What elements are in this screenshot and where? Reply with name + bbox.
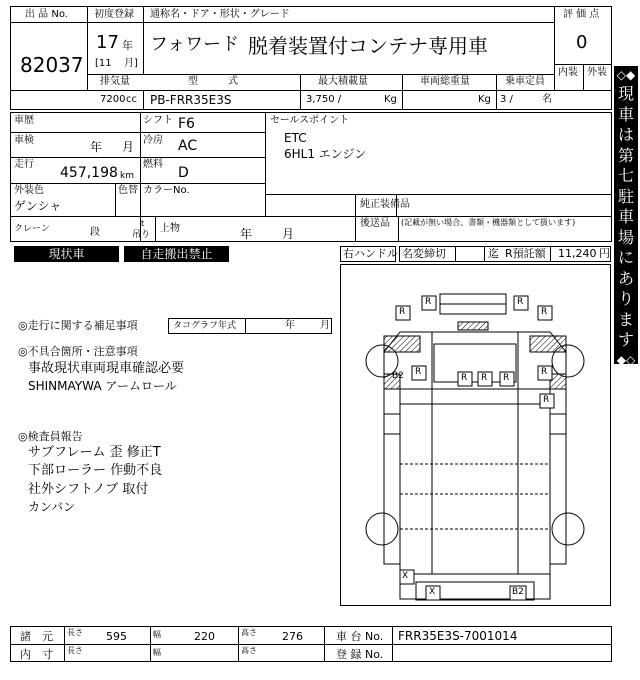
r-unit: 円: [599, 247, 610, 260]
inspection-month-unit: 月: [122, 140, 135, 154]
dims-label: 諸 元: [20, 630, 53, 643]
banner-char: は: [617, 125, 634, 144]
damage-mark-b2: B2: [512, 587, 524, 597]
banner-char: 場: [617, 227, 634, 247]
lot-number: 82037: [20, 53, 84, 77]
capacity-unit: 名: [542, 94, 552, 105]
self-drive-banned-badge: 自走搬出禁止: [124, 246, 229, 262]
divider: [10, 90, 612, 91]
gross-weight-unit: Kg: [478, 94, 491, 105]
divider: [550, 246, 551, 262]
tachograph-label: タコグラフ年式: [173, 321, 237, 331]
damage-mark-r: R: [425, 297, 432, 307]
inspector-line-3: 社外シフトノブ 取付: [28, 482, 149, 497]
divider: [583, 64, 584, 90]
banner-char: 第: [617, 145, 634, 165]
inspector-label: ◎検査員報告: [18, 430, 83, 443]
tacho-year-unit: 年: [285, 320, 295, 331]
width-label: 幅: [153, 630, 161, 639]
divider: [10, 22, 87, 23]
truck-diagram: [340, 264, 611, 606]
chassis-label: 車 台 No.: [336, 630, 384, 643]
reg-year-label: 初度登録: [94, 9, 134, 20]
inspector-line-1: サブフレーム 歪 修正T: [28, 445, 161, 460]
lot-label: 出 品 No.: [25, 9, 68, 20]
banner-bottom-mark: ◆◇: [616, 352, 636, 367]
divider: [155, 216, 156, 242]
inspection-year-unit: 年: [90, 140, 103, 154]
banner-char: 車: [617, 104, 634, 124]
mileage-label: 走行: [14, 159, 34, 170]
divider: [355, 194, 356, 216]
divider: [143, 6, 144, 74]
damage-mark-b2: B2: [392, 371, 404, 381]
exterior-label: 外装: [587, 67, 607, 78]
banner-char: 駐: [617, 186, 634, 206]
divider: [238, 626, 239, 662]
divider: [10, 183, 265, 184]
banner-char: 七: [617, 166, 634, 185]
height-label: 高さ: [241, 628, 257, 637]
height-value: 276: [282, 630, 303, 643]
reg-year: 17: [96, 32, 119, 53]
model-code-label: 型 式: [188, 76, 238, 87]
banner-char: す: [617, 330, 634, 349]
length-value: 595: [106, 630, 127, 643]
divider: [324, 626, 325, 662]
r-amount: 11,240: [558, 247, 597, 260]
width-value: 220: [194, 630, 215, 643]
upper-month-unit: 月: [282, 227, 295, 241]
height-label: 高さ: [241, 646, 257, 655]
divider: [143, 90, 144, 110]
grade-value: 0: [576, 32, 588, 53]
length-label: 長さ: [67, 628, 83, 637]
sales-point-2: 6HL1 エンジン: [284, 147, 367, 161]
divider: [64, 626, 65, 662]
upper-label: 上物: [160, 223, 180, 234]
color-value: ゲンシャ: [14, 199, 62, 213]
tacho-month-unit: 月: [320, 320, 330, 331]
r-transfer-label: R預託額: [505, 247, 546, 260]
displacement-value: 7200: [100, 94, 126, 105]
damage-mark-x: X: [429, 587, 436, 597]
divider: [115, 183, 116, 216]
inspector-line-2: 下部ローラー 作動不良: [28, 463, 163, 478]
color-label: 外装色: [14, 185, 44, 196]
defect-line-1: 事故現状車両現車確認必要: [28, 361, 185, 376]
banner-top-mark: ◇◆: [616, 68, 636, 82]
crane-label: クレーン: [14, 224, 50, 234]
divider: [10, 157, 265, 158]
crane-stage-unit: 段: [90, 227, 100, 238]
divider: [392, 626, 393, 662]
reg-no-label: 登 録 No.: [336, 648, 384, 661]
max-load-unit: Kg: [384, 94, 397, 105]
capacity-value: 3 /: [500, 94, 513, 105]
aftermarket-label: 後送品: [360, 218, 390, 229]
divider: [455, 246, 456, 262]
damage-mark-r: R: [415, 367, 422, 377]
divider: [245, 318, 246, 334]
max-load-value: 3,750 /: [306, 94, 342, 105]
damage-mark-r: R: [541, 367, 548, 377]
model-body: 脱着装置付コンテナ専用車: [248, 34, 488, 58]
sales-point-1: ETC: [284, 131, 307, 145]
divider: [265, 112, 266, 216]
damage-mark-x: X: [402, 571, 409, 581]
interior-label: 内装: [558, 67, 578, 78]
banner-char: 車: [617, 207, 634, 226]
mileage-value: 457,198: [60, 165, 118, 181]
divider: [87, 22, 554, 23]
crane-hang-label: 吊り: [132, 230, 151, 240]
banner-text: [614, 84, 638, 351]
damage-mark-r: R: [399, 307, 406, 317]
history-label: 車歴: [14, 115, 34, 126]
running-notes-label: ◎走行に関する補足事項: [18, 319, 138, 332]
divider: [10, 644, 612, 645]
divider: [484, 246, 485, 262]
divider: [496, 74, 497, 110]
fuel-value: D: [178, 165, 189, 181]
gross-weight-label: 車両総重量: [420, 76, 470, 87]
standard-equip-label: 純正装備品: [360, 199, 410, 210]
divider: [87, 74, 554, 75]
model-name: フォワード: [150, 34, 240, 55]
chassis-value: FRR35E3S-7001014: [398, 629, 518, 643]
inspector-line-4: カンバン: [28, 500, 76, 514]
inspection-label: 車検: [14, 135, 34, 146]
model-code-value: PB-FRR35E3S: [150, 93, 232, 107]
current-vehicle-badge: 現状車: [14, 246, 119, 262]
color-code-label: カラーNo.: [143, 185, 190, 196]
divider: [265, 194, 612, 195]
damage-mark-r: R: [481, 373, 488, 383]
divider: [300, 74, 301, 110]
aircon-label: 冷房: [143, 135, 163, 146]
name-change-label: 名変締切: [402, 247, 446, 260]
width-label: 幅: [153, 648, 161, 657]
reg-month: [11: [95, 58, 112, 69]
grade-label: 評 価 点: [563, 9, 600, 20]
divider: [150, 626, 151, 662]
max-load-label: 最大積載量: [318, 76, 368, 87]
upper-year-unit: 年: [240, 227, 253, 241]
displacement-label: 排気量: [100, 76, 130, 87]
right-handle: 右ハンドル: [343, 247, 398, 260]
banner-char: ま: [617, 309, 634, 329]
damage-mark-r: R: [461, 373, 468, 383]
divider: [10, 132, 265, 133]
aircon-value: AC: [178, 138, 198, 154]
displacement-unit: cc: [126, 94, 137, 105]
divider: [10, 216, 612, 217]
banner-char: に: [617, 248, 634, 267]
divider: [402, 74, 403, 110]
divider: [87, 6, 88, 90]
until-label: 迄: [488, 247, 499, 260]
damage-mark-r: R: [541, 307, 548, 317]
banner-char: り: [617, 289, 634, 308]
damage-mark-r: R: [543, 395, 550, 405]
year-unit: 年: [122, 39, 133, 52]
damage-mark-r: R: [517, 297, 524, 307]
month-unit: 月]: [124, 58, 138, 69]
divider: [398, 216, 399, 242]
divider: [554, 6, 555, 90]
shift-value: F6: [178, 116, 195, 132]
defect-line-2: SHINMAYWA アームロール: [28, 379, 177, 393]
banner-char: 現: [617, 84, 634, 103]
model-desc-label: 通称名・ドア・形状・グレード: [150, 9, 290, 20]
shift-label: シフト: [143, 115, 173, 126]
defects-label: ◎不具合箇所・注意事項: [18, 345, 138, 358]
parking-notice-banner: [614, 66, 638, 367]
divider: [355, 216, 356, 242]
aftermarket-note: (記載が無い場合、書類・機器類として扱います): [401, 218, 576, 227]
color-change-label: 色替: [118, 185, 138, 196]
sales-point-label: セールスポイント: [270, 115, 350, 126]
fuel-label: 燃料: [143, 159, 163, 170]
mileage-unit: km: [120, 171, 134, 181]
inner-dims-label: 内 寸: [20, 648, 53, 661]
crane-ton-unit: t: [141, 219, 145, 228]
banner-char: あ: [617, 268, 634, 288]
capacity-label: 乗車定員: [505, 76, 545, 87]
length-label: 長さ: [67, 646, 83, 655]
damage-mark-r: R: [503, 373, 510, 383]
